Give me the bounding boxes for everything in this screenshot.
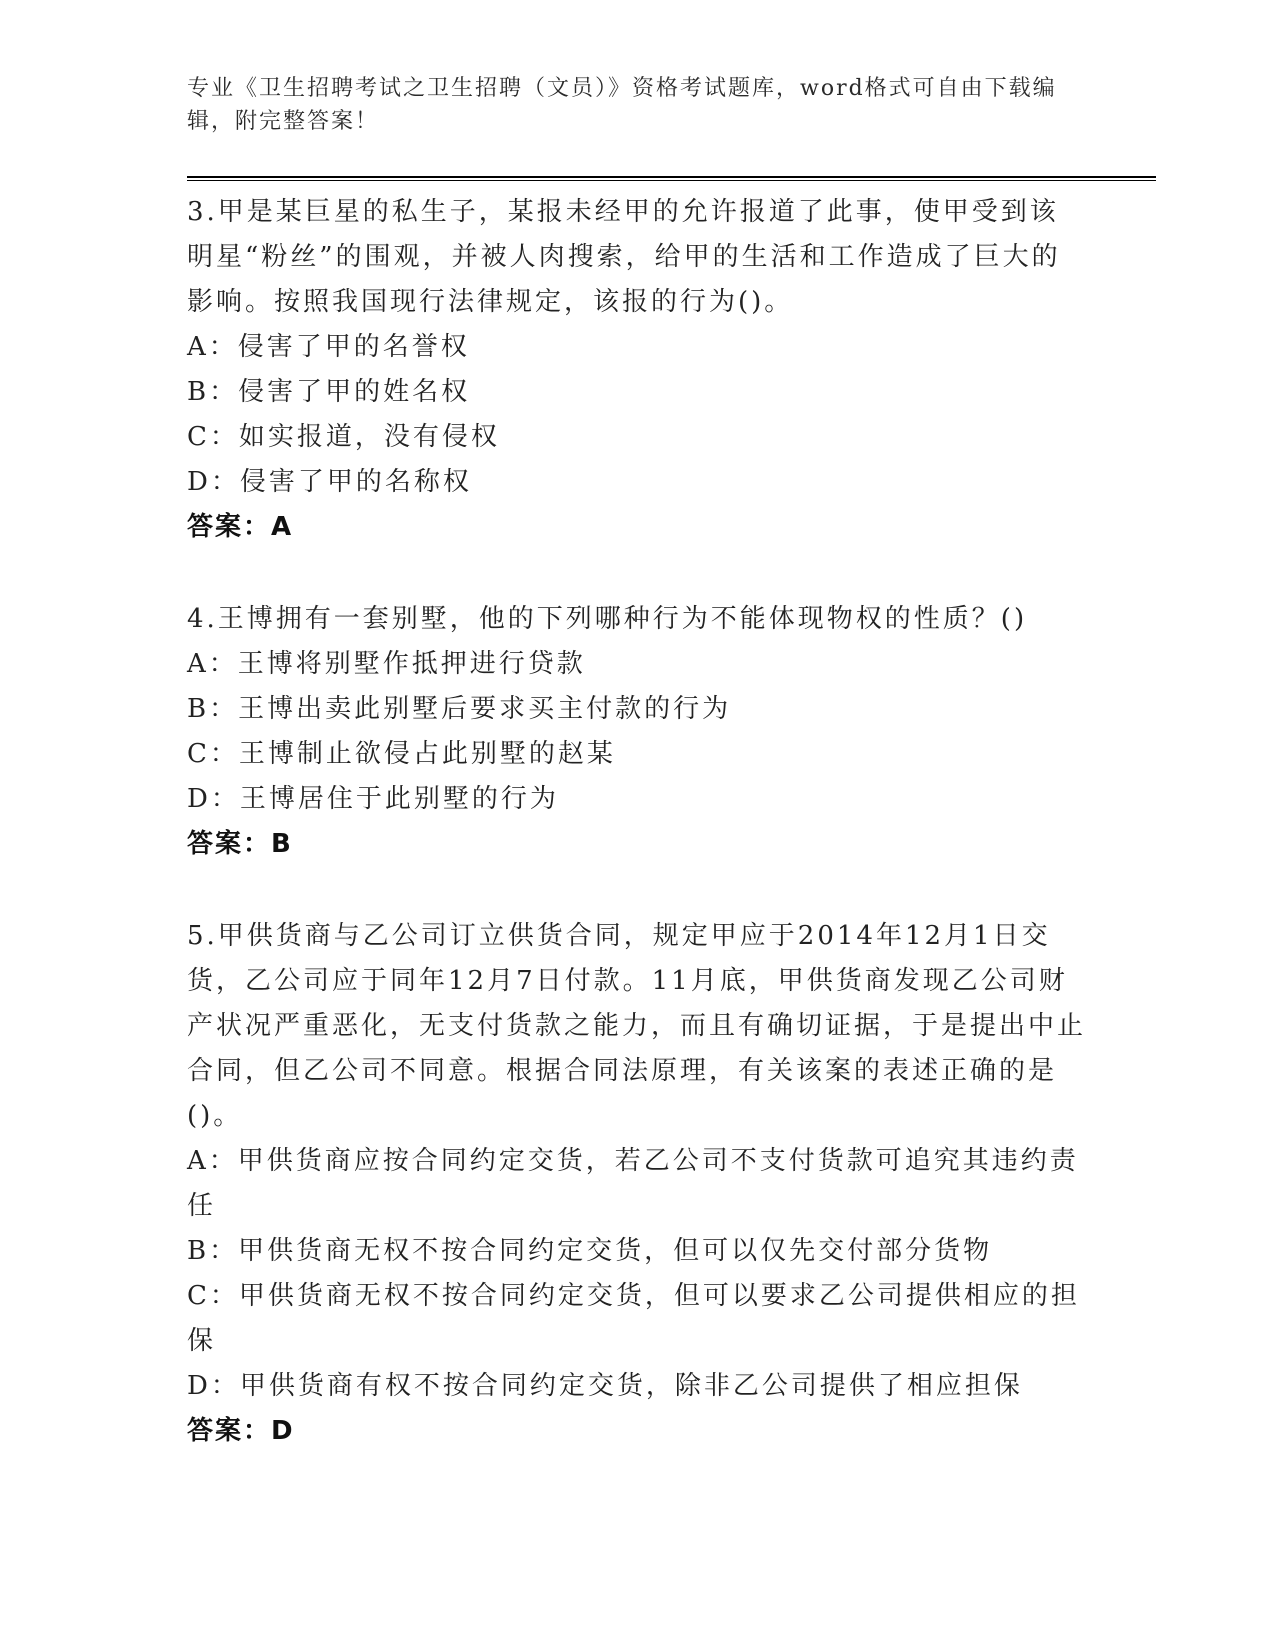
- answer-line: 答案：B: [187, 829, 293, 859]
- question-stem: 3.甲是某巨星的私生子，某报未经甲的允许报道了此事，使甲受到该明星“粉丝”的围观，并被人肉搜索，给甲的生活和工作造成了巨大的影响。按照我国现行法律规定，该报的行为()。: [187, 197, 1061, 317]
- option-a: A：甲供货商应按合同约定交货，若乙公司不支付货款可追究其违约责任: [187, 1146, 1079, 1221]
- question-stem: 5.甲供货商与乙公司订立供货合同，规定甲应于2014年12月1日交货，乙公司应于同年12月7日付款。11月底，甲供货商发现乙公司财产状况严重恶化，无支付货款之能力，而且有确切证据，于是提出中止合同，但乙公司不同意。根据合同法原理，有关该案的表述正确的是()。: [187, 921, 1087, 1131]
- option-a: A：王博将别墅作抵押进行贷款: [187, 649, 586, 679]
- option-d: D：侵害了甲的名称权: [187, 467, 472, 497]
- document-header: 专业《卫生招聘考试之卫生招聘（文员）》资格考试题库，word格式可自由下载编辑，附完整答案！: [187, 76, 1057, 134]
- option-c: C：王博制止欲侵占此别墅的赵某: [187, 739, 616, 769]
- option-d: D：王博居住于此别墅的行为: [187, 784, 559, 814]
- answer-line: 答案：A: [187, 512, 294, 542]
- option-c: C：甲供货商无权不按合同约定交货，但可以要求乙公司提供相应的担保: [187, 1281, 1080, 1356]
- question-stem: 4.王博拥有一套别墅，他的下列哪种行为不能体现物权的性质？(): [187, 604, 1028, 634]
- answer-line: 答案：D: [187, 1416, 295, 1446]
- question-spacer: [187, 550, 1087, 597]
- question-3: [187, 190, 1087, 550]
- header-divider: [187, 176, 1156, 181]
- question-spacer: [187, 867, 1087, 914]
- question-4: [187, 597, 1087, 867]
- question-5: [187, 914, 1087, 1454]
- option-c: C：如实报道，没有侵权: [187, 422, 500, 452]
- option-b: B：甲供货商无权不按合同约定交货，但可以仅先交付部分货物: [187, 1236, 993, 1266]
- option-d: D：甲供货商有权不按合同约定交货，除非乙公司提供了相应担保: [187, 1371, 1023, 1401]
- question-list: [187, 190, 1087, 1454]
- option-b: B：侵害了甲的姓名权: [187, 377, 471, 407]
- option-a: A：侵害了甲的名誉权: [187, 332, 470, 362]
- option-b: B：王博出卖此别墅后要求买主付款的行为: [187, 694, 732, 724]
